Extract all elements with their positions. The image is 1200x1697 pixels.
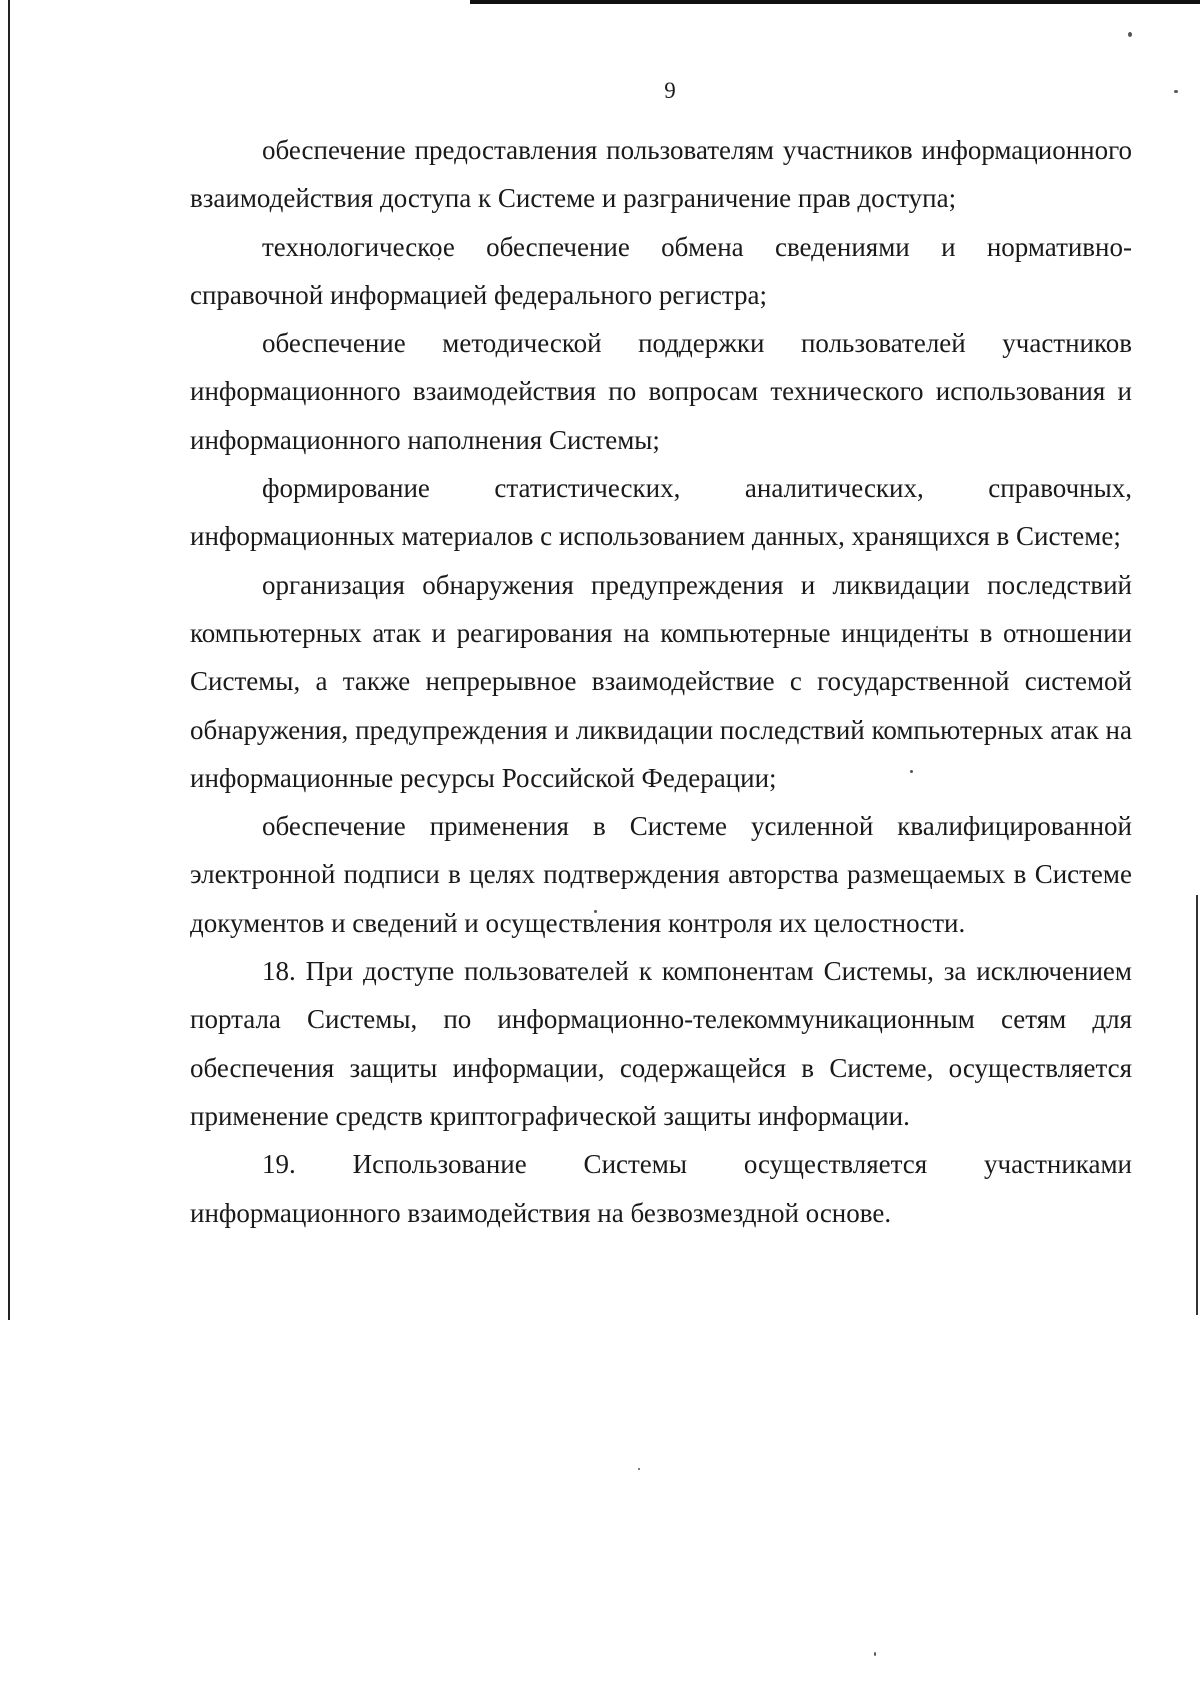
document-body: [190, 126, 1132, 1237]
scan-edge-right: [1196, 895, 1198, 1315]
list-item: формирование статистических, аналитических, справочных, информационных материалов с использованием данных, хранящихся в Системе;: [190, 473, 1132, 552]
list-item: обеспечение применения в Системе усиленной квалифицированной электронной подписи в целях подтверждения авторства размещаемых в Системе документов и сведений и осуществления контроля их целостности.: [190, 811, 1132, 938]
list-item: технологическое обеспечение обмена сведениями и нормативно-справочной информацией федерального регистра;: [190, 231, 1132, 310]
list-item: обеспечение методической поддержки пользователей участников информационного взаимодействия по вопросам технического использования и информационного наполнения Системы;: [190, 328, 1132, 455]
list-item: обеспечение предоставления пользователям участников информационного взаимодействия доступа к Системе и разграничение прав доступа;: [190, 135, 1132, 214]
scan-edge-top: [470, 0, 1200, 4]
list-item: организация обнаружения предупреждения и ликвидации последствий компьютерных атак и реагирования на компьютерные инциденты в отношении Системы, а также непрерывное взаимодействие с государственной системой обнаружения, предупреждения и ликвидации последствий компьютерных атак на информационные ресурсы Российской Федерации;: [190, 569, 1132, 793]
clause-19: 19. Использование Системы осуществляется участниками информационного взаимодействия на безвозмездной основе.: [190, 1149, 1132, 1228]
scan-speck: [874, 1652, 876, 1656]
scan-speck: [638, 1468, 640, 1470]
scan-speck: [1128, 32, 1132, 37]
clause-18: 18. При доступе пользователей к компонентам Системы, за исключением портала Системы, по информационно-телекоммуникационным сетям для обеспечения защиты информации, содержащейся в Системе, осуществляется применение средств криптографической защиты информации.: [190, 956, 1132, 1131]
page-number: 9: [664, 78, 676, 103]
scan-edge-left: [8, 0, 10, 1320]
